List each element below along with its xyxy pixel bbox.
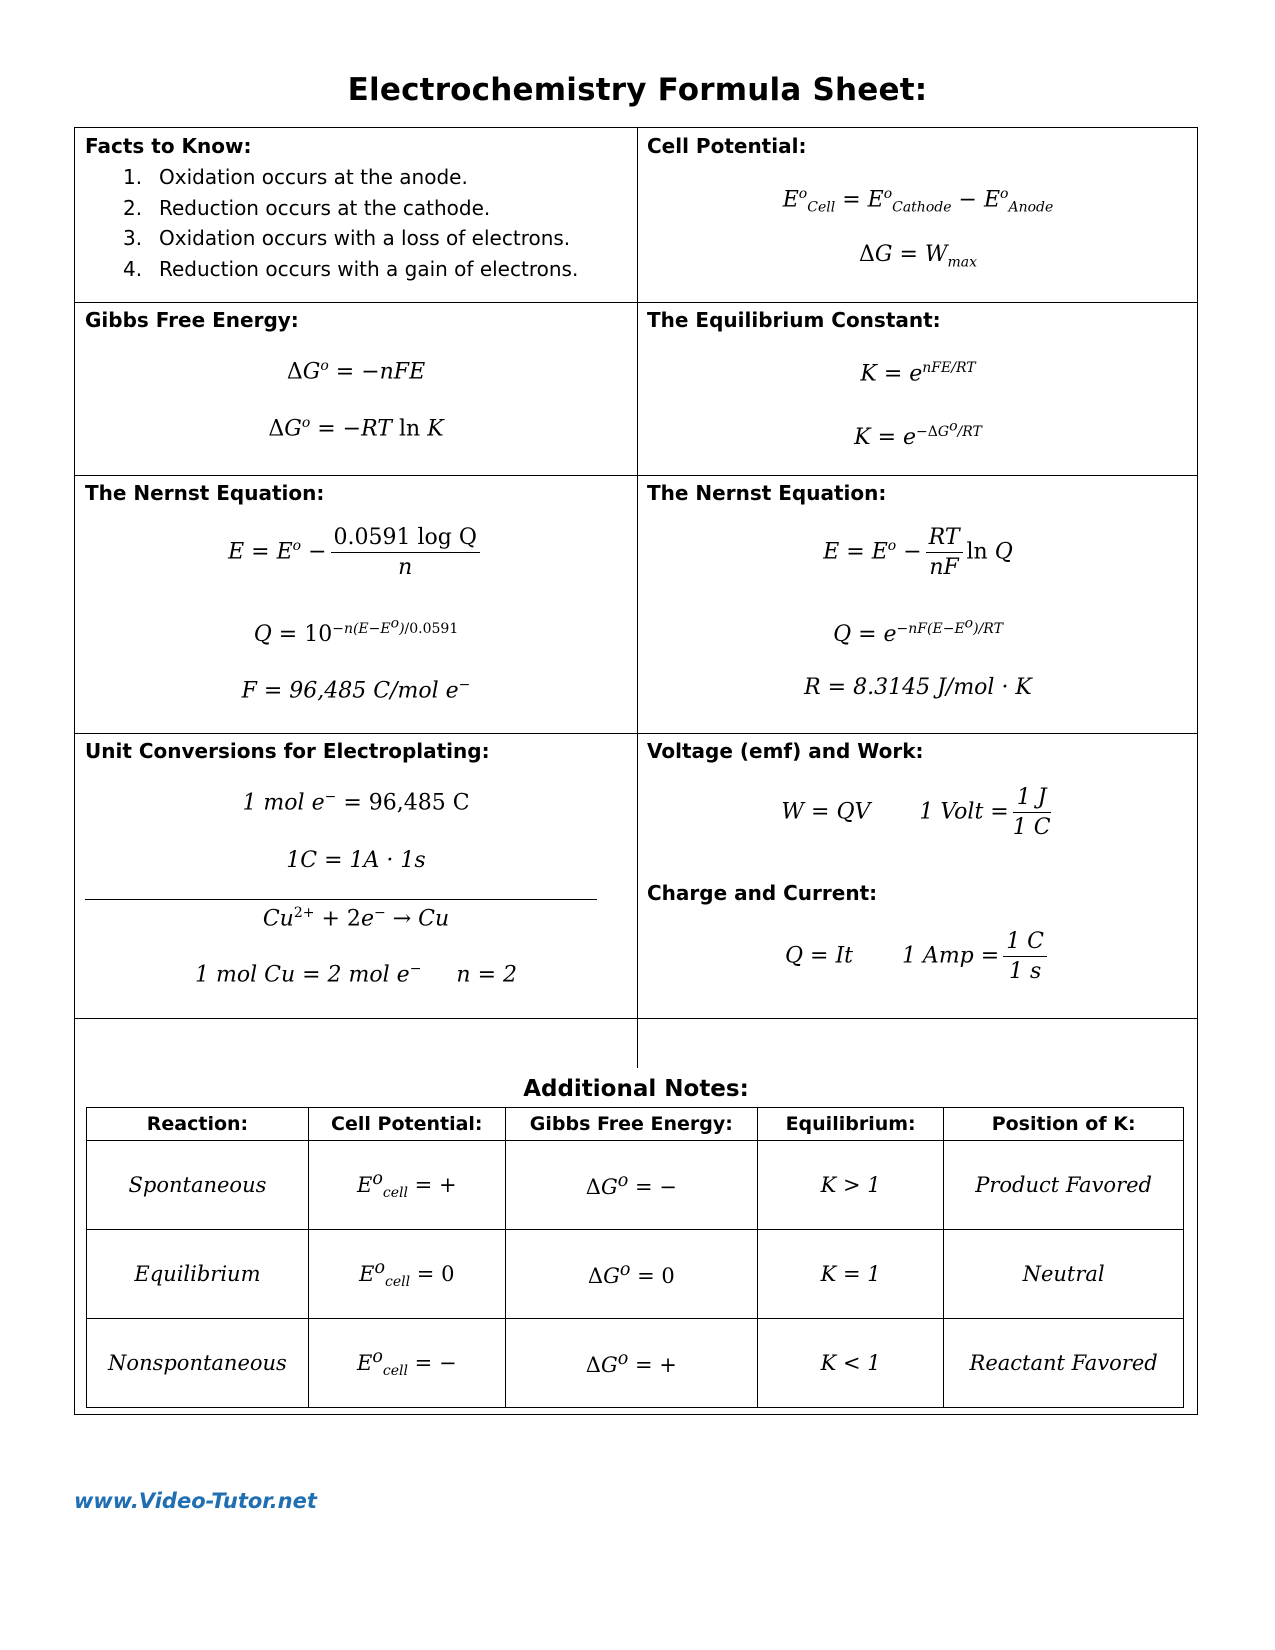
position-value: Neutral bbox=[944, 1230, 1184, 1319]
fact-item bbox=[123, 223, 578, 254]
q-log-formula: $Q = 10^{-n(E-E^o)/0.0591}$ bbox=[253, 615, 459, 647]
coulomb-conversion: 1C = 1A · 1s bbox=[286, 848, 426, 873]
notes-table bbox=[86, 1107, 1184, 1408]
position-value: Product Favored bbox=[944, 1141, 1184, 1230]
equilibrium-constant-cell bbox=[637, 302, 1199, 475]
gas-constant: R = 8.3145 J/mol · K bbox=[804, 675, 1032, 700]
mol-electron-text: 1 mol e bbox=[242, 790, 325, 816]
gibbs-value: $\Delta G^o = 0$ bbox=[505, 1230, 757, 1319]
table-row bbox=[87, 1319, 1184, 1408]
amp-numerator: 1 C bbox=[1003, 929, 1047, 957]
reaction-cell: Equilibrium bbox=[87, 1230, 309, 1319]
copper-reduction: $Cu^{2+} + 2e^- \to Cu$ bbox=[262, 905, 450, 932]
facts-heading: Facts to Know: bbox=[85, 134, 252, 158]
gibbs-sign: + bbox=[659, 1353, 677, 1377]
fact-text: Reduction occurs at the cathode. bbox=[159, 195, 491, 220]
gibbs-work-formula: $\Delta G = W_{max}$ bbox=[858, 242, 978, 271]
gibbs-nfe-formula: $\Delta G^o = -nFE$ bbox=[286, 358, 426, 385]
reaction-cell: Nonspontaneous bbox=[87, 1319, 309, 1408]
footer-link[interactable]: www.Video-Tutor.net bbox=[74, 1489, 317, 1513]
fact-text: Oxidation occurs at the anode. bbox=[159, 165, 468, 189]
n-value: n = 2 bbox=[456, 962, 517, 988]
cell-potential-formula: $E^o_{Cell} = E^o_{Cathode} - E^o_{Anode}$ bbox=[782, 186, 1054, 216]
cell-potential-cell bbox=[637, 128, 1199, 302]
voltage-work-heading: Voltage (emf) and Work: bbox=[647, 739, 924, 763]
column-header: Reaction: bbox=[87, 1108, 309, 1141]
fact-number: 1. bbox=[123, 165, 143, 189]
nernst-ln-cell bbox=[637, 475, 1199, 733]
nernst-ln-numerator: RT bbox=[926, 525, 963, 553]
fact-item bbox=[123, 254, 578, 285]
notes-heading: Additional Notes: bbox=[523, 1076, 749, 1102]
charge-formula bbox=[637, 929, 1199, 984]
column-header: Cell Potential: bbox=[308, 1108, 505, 1141]
mol-copper-conversion: 1 mol Cu = 2 mol e− n = 2 bbox=[195, 961, 517, 988]
work-equation: W = QV bbox=[781, 799, 871, 825]
charge-current-heading: Charge and Current: bbox=[647, 881, 878, 905]
equilibrium-value: K < 1 bbox=[757, 1319, 943, 1408]
cell-potential-heading: Cell Potential: bbox=[647, 134, 807, 158]
volt-denominator: 1 C bbox=[1012, 815, 1051, 840]
table-row bbox=[87, 1141, 1184, 1230]
work-formula bbox=[637, 785, 1199, 840]
reaction-cell: Spontaneous bbox=[87, 1141, 309, 1230]
page-title: Electrochemistry Formula Sheet: bbox=[347, 72, 928, 108]
cell-potential-value: $E^o_{cell}$ = − bbox=[308, 1319, 505, 1408]
ecell-sign: + bbox=[438, 1172, 457, 1197]
fact-item bbox=[123, 162, 578, 193]
ecell-sign: − bbox=[438, 1350, 457, 1375]
nernst-ln-formula: $E = E^o$ − $\frac{RT}{nF}$ ln Q bbox=[823, 525, 1013, 580]
mol-electron-conversion: 1 mol e− = 96,485 C bbox=[242, 789, 470, 816]
k-nfe-formula: $K = e^{nFE/RT}$ bbox=[860, 360, 976, 387]
table-row bbox=[87, 1230, 1184, 1319]
equilibrium-constant-heading: The Equilibrium Constant: bbox=[647, 308, 941, 332]
facts-list bbox=[123, 162, 578, 284]
fact-number: 4. bbox=[123, 256, 143, 281]
gibbs-sign: 0 bbox=[661, 1264, 675, 1288]
q-ln-formula: $Q = e^{-nF(E-E^o)/RT}$ bbox=[833, 615, 1003, 647]
nernst-log-denominator: n bbox=[398, 555, 413, 580]
coulomb-value: = 96,485 C bbox=[336, 790, 470, 816]
equilibrium-value: K > 1 bbox=[757, 1141, 943, 1230]
gibbs-cell bbox=[75, 302, 637, 475]
table-header-row bbox=[87, 1108, 1184, 1141]
nernst-log-formula: $E = E^o$ − $\frac{\text{0.0591 log Q}}{n}$ bbox=[75, 525, 637, 580]
fact-text: Oxidation occurs with a loss of electrons. bbox=[159, 226, 571, 250]
cell-potential-value: $E^o_{cell}$ = + bbox=[308, 1141, 505, 1230]
gibbs-sign: − bbox=[659, 1175, 677, 1199]
position-value: Reactant Favored bbox=[944, 1319, 1184, 1408]
nernst-log-cell bbox=[75, 475, 637, 733]
amp-denominator: 1 s bbox=[1008, 959, 1042, 984]
facts-cell bbox=[75, 128, 637, 302]
charge-equation: Q = It bbox=[784, 943, 853, 969]
fact-number: 2. bbox=[123, 195, 143, 220]
fact-number: 3. bbox=[123, 226, 143, 250]
row-divider bbox=[75, 1018, 1197, 1019]
gibbs-value: $\Delta G^o$ = + bbox=[505, 1319, 757, 1408]
unit-conversions-cell bbox=[75, 733, 637, 1018]
formula-sheet-grid bbox=[74, 127, 1198, 1415]
nernst-ln-heading: The Nernst Equation: bbox=[647, 481, 887, 505]
copper-symbol: Cu bbox=[262, 906, 294, 932]
faraday-text: F = 96,485 C/mol e bbox=[241, 678, 459, 704]
ecell-sign: 0 bbox=[441, 1261, 455, 1286]
gibbs-value: $\Delta G^o$ = − bbox=[505, 1141, 757, 1230]
conversion-separator bbox=[85, 899, 597, 900]
fact-text: Reduction occurs with a gain of electrons. bbox=[159, 256, 579, 281]
voltage-work-cell bbox=[637, 733, 1199, 1018]
column-header: Position of K: bbox=[944, 1108, 1184, 1141]
nernst-log-heading: The Nernst Equation: bbox=[85, 481, 325, 505]
fact-item bbox=[123, 193, 578, 224]
faraday-constant: F = 96,485 C/mol e− bbox=[241, 677, 471, 704]
amp-definition: 1 Amp = bbox=[901, 943, 1000, 969]
unit-conversions-heading: Unit Conversions for Electroplating: bbox=[85, 739, 490, 763]
cell-potential-value: $E^o_{cell} = 0$ bbox=[308, 1230, 505, 1319]
equilibrium-value: K = 1 bbox=[757, 1230, 943, 1319]
mol-copper-text: 1 mol Cu = 2 mol e bbox=[195, 962, 410, 988]
gibbs-rtlnk-formula: $\Delta G^o = -RT$ ln K bbox=[268, 415, 444, 442]
column-header: Gibbs Free Energy: bbox=[505, 1108, 757, 1141]
volt-numerator: 1 J bbox=[1013, 785, 1051, 813]
gibbs-heading: Gibbs Free Energy: bbox=[85, 308, 299, 332]
nernst-ln-denominator: nF bbox=[929, 555, 959, 580]
column-header: Equilibrium: bbox=[757, 1108, 943, 1141]
k-gibbs-formula: $K = e^{-\Delta G^o/RT}$ bbox=[854, 418, 982, 450]
nernst-log-numerator: 0.0591 log Q bbox=[331, 525, 480, 553]
volt-definition: 1 Volt = bbox=[919, 799, 1009, 825]
